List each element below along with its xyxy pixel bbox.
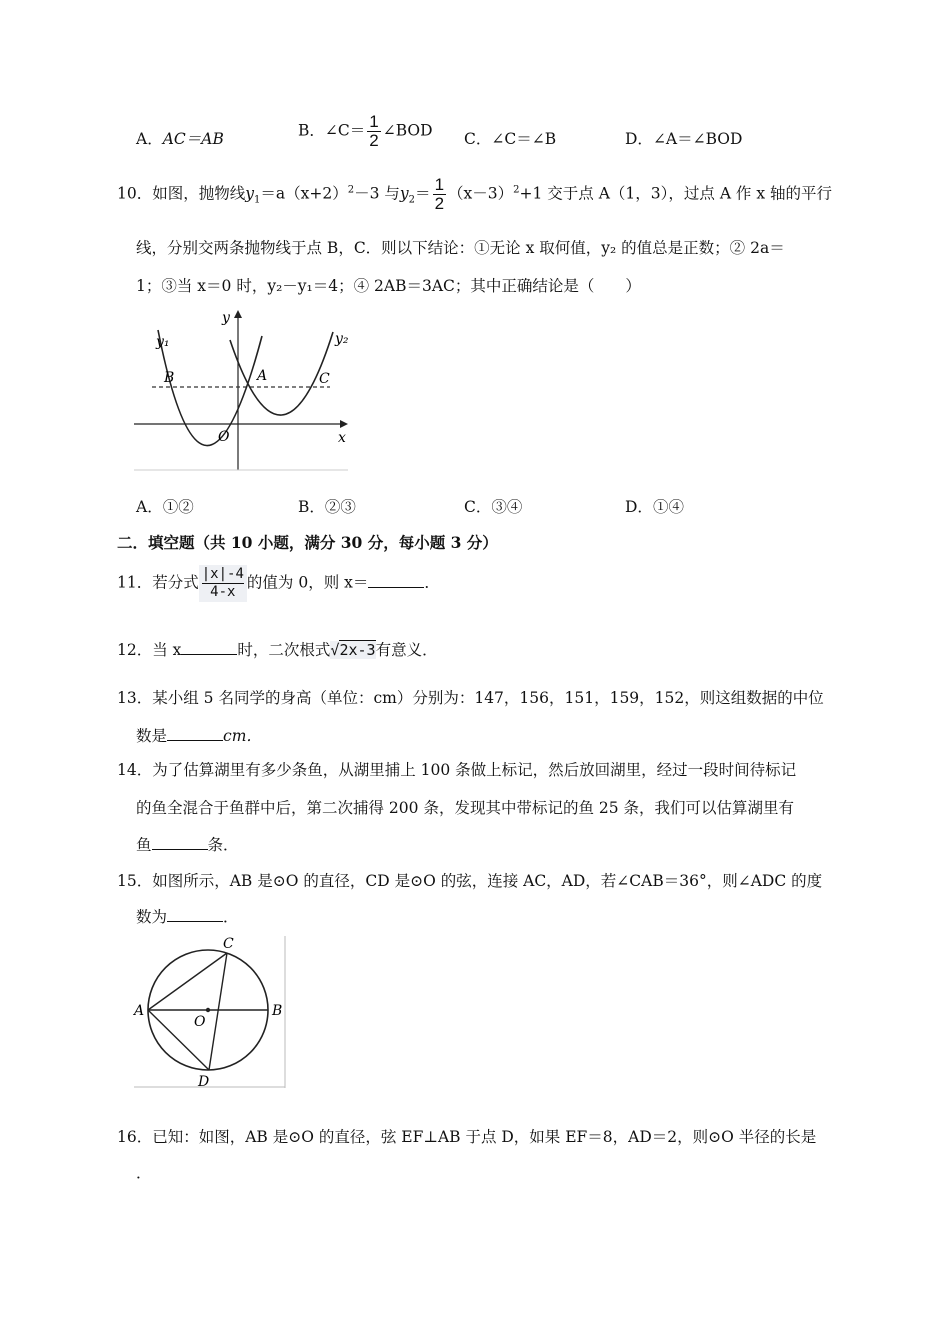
text: 时，二次根式 <box>237 641 331 659</box>
text: 鱼 <box>136 836 152 854</box>
text: ＝a（x+2） <box>260 184 348 203</box>
text: 当 x <box>152 641 182 659</box>
text: +1 交于点 A（1，3），过点 A 作 x 轴的平行 <box>519 184 833 203</box>
fraction-image <box>199 565 247 602</box>
question-number: 10． <box>117 184 153 203</box>
text: －3 与 <box>354 184 400 203</box>
question-number: 14． <box>117 761 153 779</box>
label-o: O <box>194 1014 206 1030</box>
label-c: C <box>319 371 330 387</box>
q14-line2: 的鱼全混合于鱼群中后，第二次捕得 200 条，发现其中带标记的鱼 25 条，我们可以估算湖里有 <box>136 799 795 817</box>
label-b: B <box>272 1003 283 1019</box>
y-axis-arrow <box>234 310 242 318</box>
text: （x－3） <box>448 184 514 203</box>
label-x: x <box>338 430 346 446</box>
text: 已知：如图，AB 是⊙O 的直径，弦 EF⊥AB 于点 D，如果 EF＝8，AD＝2，则⊙O 半径的长是 <box>152 1128 817 1146</box>
superscript: 2 <box>513 184 520 196</box>
text: 如图，抛物线 <box>152 184 246 203</box>
option-text: ∠BOD <box>382 121 433 140</box>
label-d: D <box>198 1074 210 1090</box>
q9-option-a <box>136 129 224 149</box>
option-text: ③④ <box>491 498 523 516</box>
parabola-y2 <box>230 332 333 415</box>
q15-line1 <box>117 871 822 891</box>
q9-option-d <box>625 129 742 149</box>
subscript: 1 <box>254 194 261 206</box>
option-text: ∠C＝∠B <box>491 130 557 148</box>
radicand: 2x-3 <box>339 641 376 659</box>
q10-parabola-figure <box>134 308 350 472</box>
label-c: C <box>223 936 234 952</box>
text: 有意义． <box>375 641 438 659</box>
subscript: 2 <box>408 194 416 206</box>
fraction-denominator: 2 <box>434 194 445 213</box>
text: 条． <box>207 836 239 854</box>
label-o: O <box>218 429 230 445</box>
label-y: y <box>222 310 230 326</box>
question-number: 12． <box>117 641 153 659</box>
center-point <box>206 1008 210 1012</box>
q12 <box>117 640 438 660</box>
chord-cd <box>209 953 227 1070</box>
fraction-denominator: 4-x <box>210 584 236 600</box>
option-text: ①④ <box>652 498 684 516</box>
q15-circle-figure <box>132 934 288 1090</box>
fraction-numerator: 1 <box>434 175 445 194</box>
text: 若分式 <box>152 573 199 592</box>
option-text: ∠A＝∠BOD <box>652 130 743 148</box>
var: y <box>399 184 409 203</box>
option-label: A． <box>136 498 163 516</box>
answer-blank[interactable] <box>167 726 223 741</box>
q9-option-c <box>464 129 556 149</box>
question-number: 11． <box>117 573 153 592</box>
q10-option-d <box>625 497 684 517</box>
option-label: B． <box>298 121 325 140</box>
text: 数是 <box>136 727 168 745</box>
x-axis-arrow <box>340 420 348 428</box>
section-title: 二．填空题（共 10 小题，满分 30 分，每小题 3 分） <box>117 533 498 552</box>
question-number: 13． <box>117 689 153 707</box>
text: 的值为 0，则 x＝ <box>246 573 369 592</box>
text: ． <box>424 573 440 592</box>
option-label: A． <box>136 130 163 148</box>
question-number: 15． <box>117 872 153 890</box>
option-text: ②③ <box>324 498 356 516</box>
q9-option-b <box>298 113 433 150</box>
label-y1: y₁ <box>156 334 170 350</box>
answer-blank[interactable] <box>368 573 424 588</box>
text: 数为 <box>136 908 168 926</box>
q10-line2: 线，分别交两条抛物线于点 B，C．则以下结论：①无论 x 取何值，y₂ 的值总是正数；② 2a＝ <box>136 239 785 257</box>
segment-ac <box>148 953 227 1010</box>
label-a: A <box>257 368 268 384</box>
q13-line1 <box>117 688 824 708</box>
q11 <box>117 565 440 602</box>
q16-line1 <box>117 1127 816 1147</box>
q10-line3: 1；③当 x＝0 时，y₂－y₁＝4；④ 2AB＝3AC；其中正确结论是（ ） <box>136 277 641 295</box>
q10-option-a <box>136 497 194 517</box>
q10-line1 <box>117 176 832 213</box>
fraction <box>367 113 380 150</box>
q14-line3 <box>136 835 239 855</box>
answer-blank[interactable] <box>167 907 223 922</box>
label-a: A <box>134 1003 145 1019</box>
radical-image: √2x-3 <box>330 641 376 659</box>
text: 为了估算湖里有多少条鱼，从湖里捕上 100 条做上标记，然后放回湖里，经过一段时间待标记 <box>152 761 797 779</box>
answer-blank[interactable] <box>181 640 237 655</box>
superscript: 2 <box>347 184 355 196</box>
option-text: ∠C＝ <box>324 121 366 140</box>
q10-option-b <box>298 497 356 517</box>
var: y <box>245 184 255 203</box>
option-label: C． <box>464 130 492 148</box>
answer-blank[interactable] <box>152 835 208 850</box>
fraction-denominator: 2 <box>369 131 379 150</box>
text: 如图所示，AB 是⊙O 的直径，CD 是⊙O 的弦，连接 AC，AD，若∠CAB＝36°，则∠ADC 的度 <box>152 872 823 890</box>
option-text: AC＝AB <box>162 130 224 148</box>
option-text: ①② <box>162 498 194 516</box>
option-label: D． <box>625 130 653 148</box>
parabola-y1 <box>158 330 262 446</box>
q16-line2: ． <box>136 1164 152 1182</box>
fraction-numerator: |x|-4 <box>201 566 244 582</box>
option-label: B． <box>298 498 325 516</box>
option-label: C． <box>464 498 492 516</box>
q15-line2 <box>136 907 239 927</box>
text: ． <box>223 908 239 926</box>
fraction <box>433 176 446 213</box>
q14-line1 <box>117 760 796 780</box>
text: cm． <box>223 727 262 745</box>
fraction-numerator: 1 <box>369 112 379 131</box>
text: 某小组 5 名同学的身高（单位：cm）分别为：147，156，151，159，152，则这组数据的中位 <box>152 689 824 707</box>
q10-option-c <box>464 497 522 517</box>
option-label: D． <box>625 498 653 516</box>
q13-line2 <box>136 726 262 746</box>
question-number: 16． <box>117 1128 153 1146</box>
label-b: B <box>164 370 175 386</box>
text: ＝ <box>415 184 431 203</box>
label-y2: y₂ <box>335 331 349 347</box>
